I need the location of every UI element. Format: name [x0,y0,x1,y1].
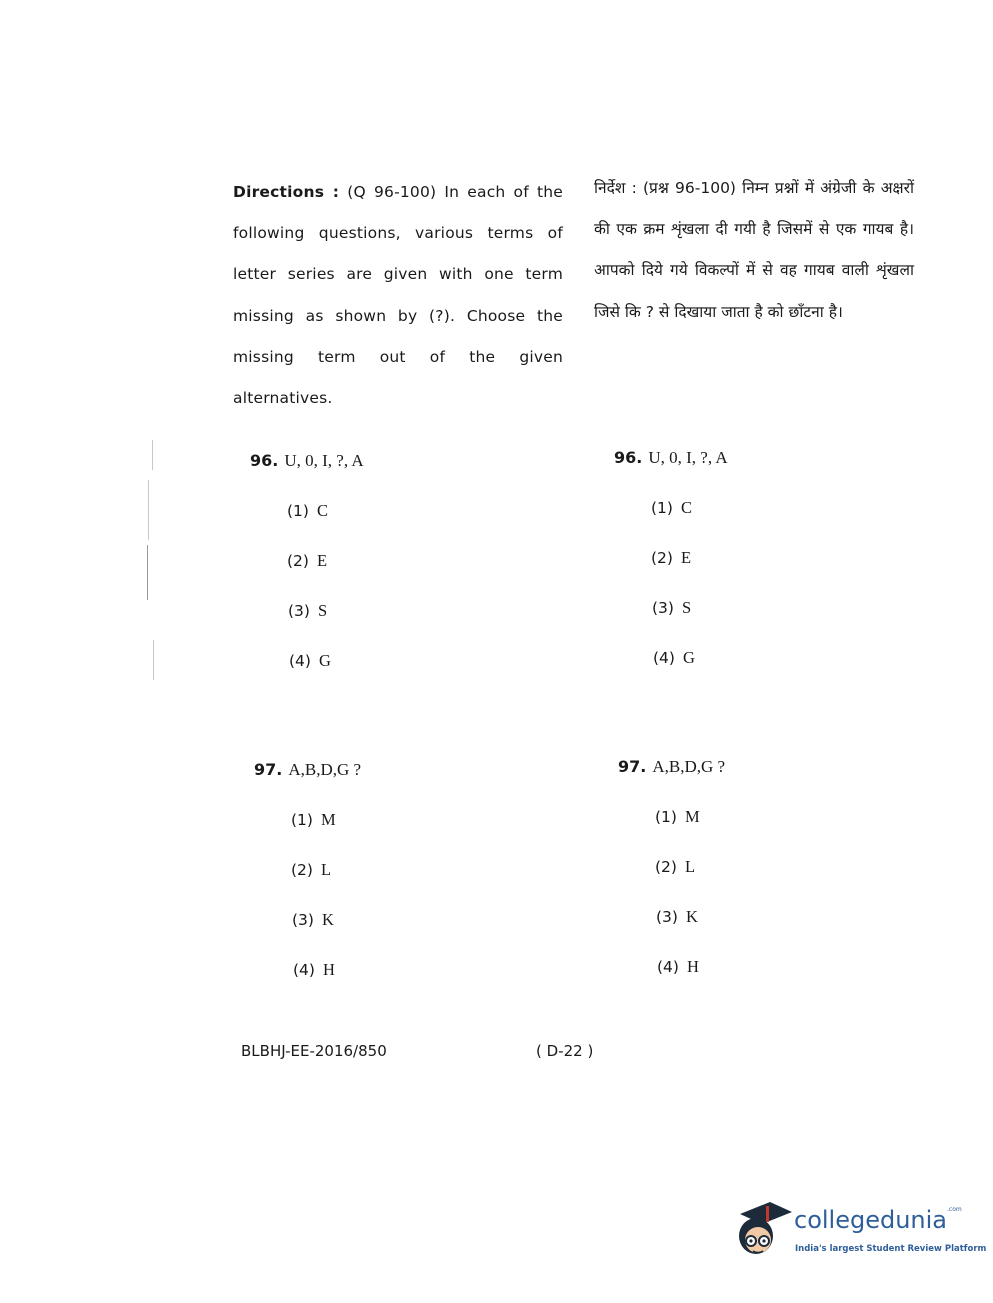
question-number: 97. [618,757,647,776]
collegedunia-logo [736,1196,987,1266]
paper-code: BLBHJ-EE-2016/850 [241,1042,387,1060]
option: (3) S [652,598,692,617]
option: (1) M [291,810,336,829]
question-96-hindi [614,448,728,468]
directions-hindi: निर्देश : (प्रश्न 96-100) निम्न प्रश्नों में अंग्रेजी के अक्षरों की एक क्रम शृंखला दी गयी है जिसमें से एक गायब है। आपको दिये गये विकल्पों में से वह गायब वाली शृंखला जिसे कि ? से दिखाया जाता है को छाँटना है। [594,179,914,321]
question-series: U, 0, I, ?, A [648,448,728,467]
option: (3) S [288,601,328,620]
option: (4) H [657,957,699,976]
option: (4) H [293,960,335,979]
scan-artifact [147,545,148,600]
directions-label: Directions : [233,183,340,201]
option: (4) G [289,651,331,670]
student-mascot-icon [736,1196,794,1262]
question-series: A,B,D,G ? [288,760,362,779]
question-series: A,B,D,G ? [652,757,726,776]
option: (2) E [287,551,328,570]
option: (2) L [291,860,332,879]
scan-artifact [153,640,154,680]
option: (4) G [653,648,695,667]
option: (1) C [651,498,692,517]
option: (3) K [292,910,334,929]
scan-artifact [152,440,153,470]
scan-artifact [148,480,149,540]
option: (1) C [287,501,328,520]
question-97-hindi [618,757,725,777]
question-number: 96. [614,448,643,467]
directions-english [233,172,563,419]
page-number: ( D-22 ) [536,1042,594,1060]
option: (1) M [655,807,700,826]
question-96-english [250,451,364,471]
directions-english-text: (Q 96-100) In each of the following questions, various terms of letter series are given with one term missing as shown by (?). Choose the missing term out of the given alternatives. [233,183,564,408]
question-series: U, 0, I, ?, A [284,451,364,470]
option: (2) L [655,857,696,876]
logo-tagline: India's largest Student Review Platform [795,1244,987,1254]
question-number: 97. [254,760,283,779]
question-number: 96. [250,451,279,470]
option: (3) K [656,907,698,926]
logo-wordmark: collegedunia$^{.com}$ [794,1206,962,1234]
question-97-english [254,760,361,780]
option: (2) E [651,548,692,567]
